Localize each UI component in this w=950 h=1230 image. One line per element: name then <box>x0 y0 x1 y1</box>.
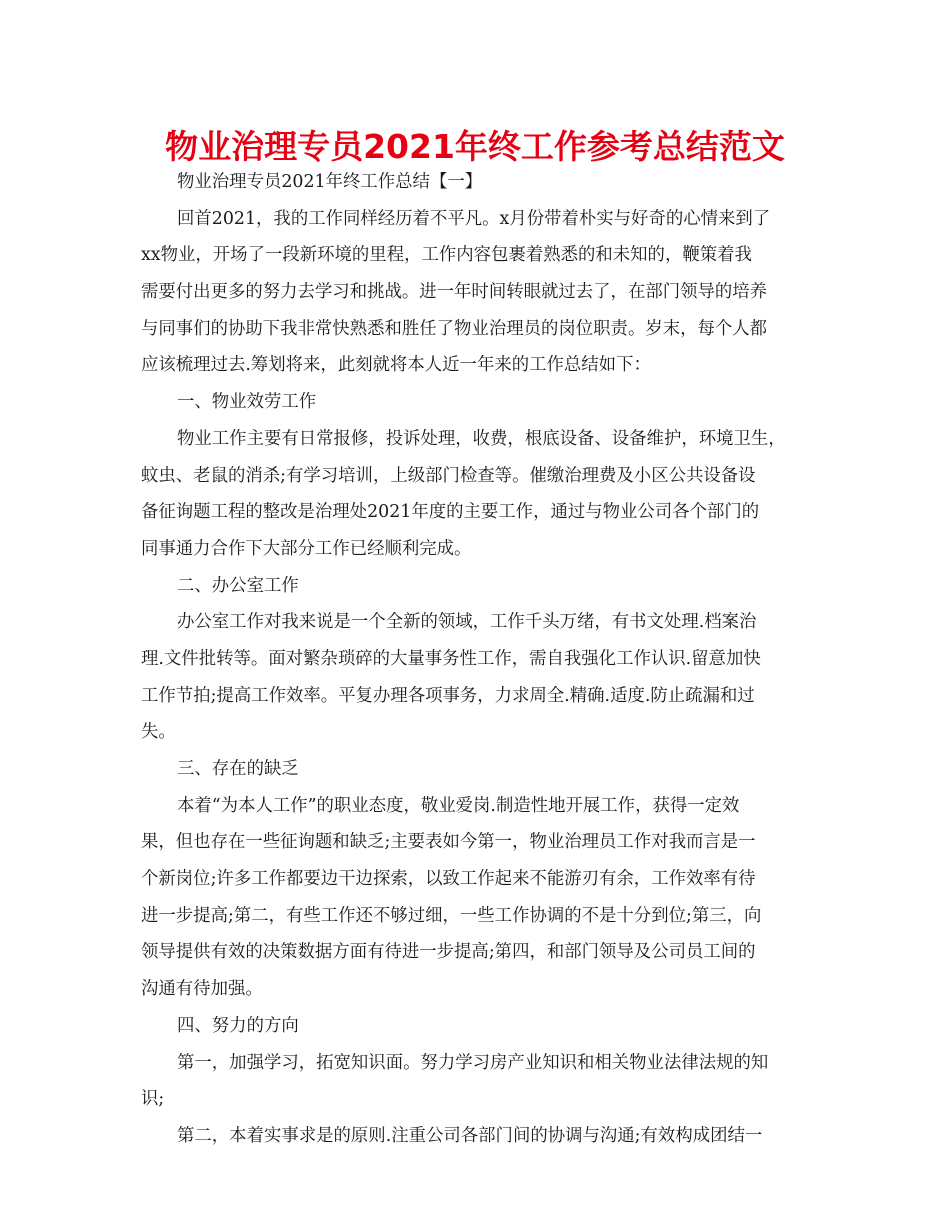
text-line: 同事通力合作下大部分工作已经顺利完成。 <box>141 538 472 559</box>
text-line: 应该梳理过去.筹划将来，此刻就将本人近一年来的工作总结如下： <box>141 355 651 376</box>
document-title: 物业治理专员2021年终工作参考总结范文 <box>165 127 785 166</box>
text-line: 果，但也存在一些征询题和缺乏;主要表如今第一，物业治理员工作对我而言是一 <box>141 832 756 853</box>
text-line: 失。 <box>141 722 176 743</box>
text-line: 四、努力的方向 <box>177 1015 299 1036</box>
text-line: 办公室工作对我来说是一个全新的领域，工作千头万绪，有书文处理.档案治 <box>177 612 757 633</box>
text-line: 本着“为本人工作”的职业态度，敬业爱岗.制造性地开展工作，获得一定效 <box>177 795 740 816</box>
text-line: 个新岗位;许多工作都要边干边探索，以致工作起来不能游刃有余，工作效率有待 <box>141 869 756 890</box>
text-line: 第二，本着实事求是的原则.注重公司各部门间的协调与沟通;有效构成团结一 <box>177 1125 763 1146</box>
document-body <box>141 164 825 1155</box>
text-line: 备征询题工程的整改是治理处2021年度的主要工作，通过与物业公司各个部门的 <box>141 502 760 523</box>
text-line: 理.文件批转等。面对繁杂琐碎的大量事务性工作，需自我强化工作认识.留意加快 <box>141 648 761 669</box>
text-line: 蚊虫、老鼠的消杀;有学习培训，上级部门检查等。催缴治理费及小区公共设备设 <box>141 465 756 486</box>
text-line: 识; <box>141 1089 165 1110</box>
text-line: 三、存在的缺乏 <box>177 759 299 779</box>
text-line: 与同事们的协助下我非常快熟悉和胜任了物业治理员的岗位职责。岁末，每个人都 <box>141 318 768 339</box>
text-line: 一、物业效劳工作 <box>177 392 317 413</box>
text-line: 二、办公室工作 <box>177 575 299 596</box>
text-line: 进一步提高;第二，有些工作还不够过细，一些工作协调的不是十分到位;第三，向 <box>141 905 762 926</box>
text-line: 物业治理专员2021年终工作总结【一】 <box>177 172 483 192</box>
text-line: 工作节拍;提高工作效率。平复办理各项事务，力求周全.精确.适度.防止疏漏和过 <box>141 685 755 706</box>
text-line: 沟通有待加强。 <box>141 979 263 1000</box>
text-line: 回首2021，我的工作同样经历着不平凡。x月份带着朴实与好奇的心情来到了 <box>177 208 771 229</box>
text-line: xx物业，开场了一段新环境的里程，工作内容包裹着熟悉的和未知的，鞭策着我 <box>141 245 752 266</box>
text-line: 领导提供有效的决策数据方面有待进一步提高;第四，和部门领导及公司员工间的 <box>141 942 756 963</box>
text-line: 需要付出更多的努力去学习和挑战。进一年时间转眼就过去了，在部门领导的培养 <box>141 282 768 303</box>
text-line: 物业工作主要有日常报修，投诉处理，收费，根底设备、设备维护，环境卫生， <box>177 428 786 449</box>
text-line: 第一，加强学习，拓宽知识面。努力学习房产业知识和相关物业法律法规的知 <box>177 1052 769 1073</box>
